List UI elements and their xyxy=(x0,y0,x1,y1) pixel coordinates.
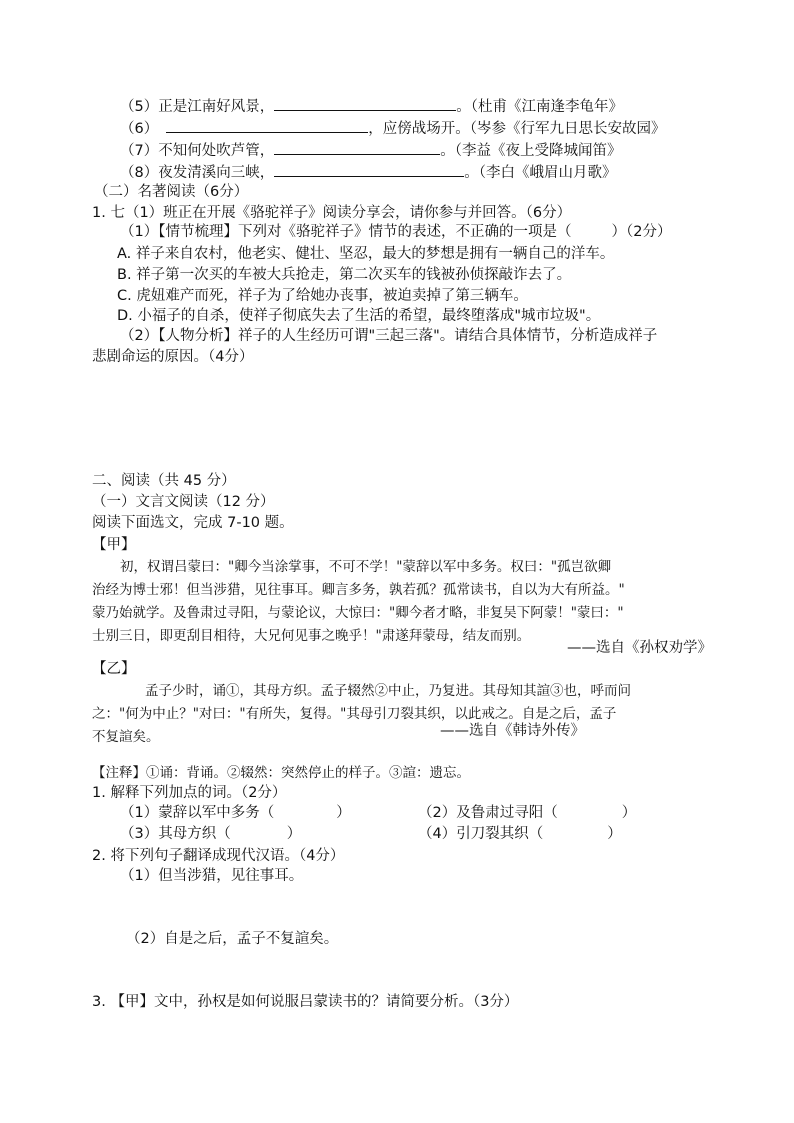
question-translate: 2. 将下列句子翻译成现代汉语。（4分） xyxy=(92,848,345,864)
passage-yi-source: ——选自《韩诗外传》 xyxy=(440,723,585,739)
passage-yi-line: 不复諠矣。 xyxy=(92,729,160,745)
translate-sentence-1: （1）但当涉猎，见往事耳。 xyxy=(120,868,304,884)
part-title-reading: 二、阅读（共 45 分） xyxy=(92,473,236,489)
option-d: D. 小福子的自杀，使祥子彻底失去了生活的希望，最终堕落成"城市垃圾"。 xyxy=(117,308,601,324)
passage-yi-line: 之："何为中止？"对曰："有所失，复得。"其母引刀裂其织，以此戒之。自是之后，孟子 xyxy=(92,706,617,722)
translate-sentence-2: （2）自是之后，孟子不复諠矣。 xyxy=(126,931,339,947)
fill-line-6: （6） ，应傍战场开。（岑参《行军九日思长安故园》 xyxy=(120,118,665,139)
question-1-1: （1）【情节梳理】下列对《骆驼祥子》情节的表述，不正确的一项是（ ）（2分） xyxy=(120,224,672,240)
passage-yi-line: 孟子少时，诵①，其母方织。孟子辍然②中止，乃复进。其母知其諠③也，呼而问 xyxy=(145,683,631,699)
answer-blank[interactable] xyxy=(274,96,456,111)
section-title-classics: （二）名著阅读（6分） xyxy=(94,184,249,200)
instruction: 阅读下面选文，完成 7-10 题。 xyxy=(92,515,294,531)
question-1-2: （2）【人物分析】祥子的人生经历可谓"三起三落"。请结合具体情节，分析造成祥子 xyxy=(120,328,658,344)
explain-item-4: （4）引刀裂其织（ ） xyxy=(418,826,622,842)
explain-item-3: （3）其母方织（ ） xyxy=(120,826,302,842)
option-c: C. 虎妞难产而死，祥子为了给她办丧事，被迫卖掉了第三辆车。 xyxy=(117,288,528,304)
passage-label-yi: 【乙】 xyxy=(92,661,136,677)
question-3: 3. 【甲】文中，孙权是如何说服吕蒙读书的？请简要分析。（3分） xyxy=(92,994,519,1010)
subsection-title: （一）文言文阅读（12 分） xyxy=(92,494,275,510)
annotation-notes: 【注释】①诵：背诵。②辍然：突然停止的样子。③諠：遗忘。 xyxy=(92,765,470,781)
option-a: A. 祥子来自农村，他老实、健壮、坚忍，最大的梦想是拥有一辆自己的洋车。 xyxy=(117,246,615,262)
passage-jia-line: 蒙乃始就学。及鲁肃过寻阳，与蒙论议，大惊曰："卿今者才略，非复吴下阿蒙！"蒙曰：" xyxy=(92,605,624,621)
passage-jia-source: ——选自《孙权劝学》 xyxy=(567,640,712,656)
passage-label-jia: 【甲】 xyxy=(92,537,136,553)
fill-line-8: （8）夜发清溪向三峡， 。（李白《峨眉山月歌》 xyxy=(120,162,616,183)
explain-item-1: （1）蒙辞以军中多务（ ） xyxy=(120,805,351,821)
fill-line-5: （5）正是江南好风景， 。（杜甫《江南逢李龟年》 xyxy=(120,96,623,117)
answer-blank[interactable] xyxy=(274,140,440,155)
passage-jia-line: 初，权谓吕蒙曰："卿今当涂掌事，不可不学！"蒙辞以军中多务。权曰："孤岂欲卿 xyxy=(120,559,612,575)
explain-item-2: （2）及鲁肃过寻阳（ ） xyxy=(418,805,637,821)
answer-blank[interactable] xyxy=(274,162,464,177)
passage-jia-line: 士别三日，即更刮目相待，大兄何见事之晚乎！"肃遂拜蒙母，结友而别。 xyxy=(92,628,531,644)
answer-blank[interactable] xyxy=(166,118,368,133)
question-1-2-cont: 悲剧命运的原因。（4分） xyxy=(92,349,254,365)
fill-line-7: （7）不知何处吹芦管， 。（李益《夜上受降城闻笛》 xyxy=(120,140,621,161)
question-1: 1. 七（1）班正在开展《骆驼祥子》阅读分享会，请你参与并回答。（6分） xyxy=(92,205,572,221)
option-b: B. 祥子第一次买的车被大兵抢走，第二次买车的钱被孙侦探敲诈去了。 xyxy=(117,267,572,283)
passage-jia-line: 治经为博士邪！但当涉猎，见往事耳。卿言多务，孰若孤？孤常读书，自以为大有所益。" xyxy=(92,582,625,598)
question-explain: 1. 解释下列加点的词。（2分） xyxy=(92,785,287,801)
